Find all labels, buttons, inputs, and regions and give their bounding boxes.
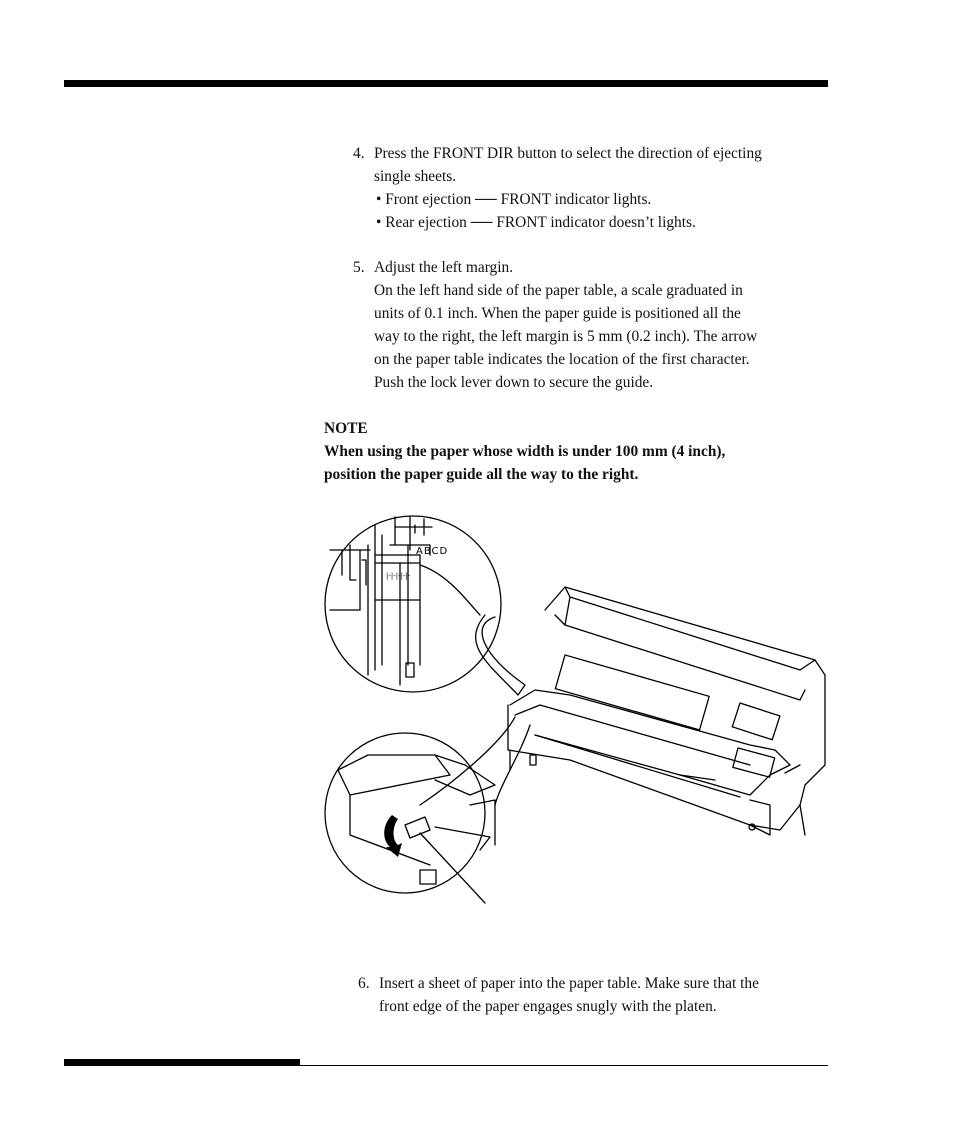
printer-drawing [508, 587, 825, 835]
step4-bullet-rear: • Rear ejection ── FRONT indicator doesn’t lights. [376, 214, 696, 231]
guide-scale-detail [330, 517, 480, 685]
note-line2: position the paper guide all the way to the right. [324, 466, 639, 483]
footer-rule-thin [64, 1065, 828, 1066]
lock-lever-detail [338, 755, 495, 884]
scale-letters: ABCD [416, 546, 449, 557]
step4-bullet-front: • Front ejection ── FRONT indicator lights. [376, 191, 652, 208]
note-line1: When using the paper whose width is under 100 mm (4 inch), [324, 443, 726, 460]
step5-line: On the left hand side of the paper table, a scale graduated in [374, 282, 743, 299]
step5-line: way to the right, the left margin is 5 mm (0.2 inch). The arrow [374, 328, 758, 345]
svg-text:|-|-|-|-|-: |-|-|-|-|- [386, 572, 411, 580]
printer-illustration [320, 505, 832, 905]
step6-line1: 6. Insert a sheet of paper into the paper table. Make sure that the [358, 975, 759, 992]
down-arrow-icon [384, 815, 402, 857]
step6-line2: front edge of the paper engages snugly with the platen. [379, 998, 717, 1015]
step4-line1: 4. Press the FRONT DIR button to select the direction of ejecting [353, 145, 762, 162]
note-heading: NOTE [324, 420, 368, 437]
step5-line: Push the lock lever down to secure the guide. [374, 374, 654, 391]
step5-title: 5. Adjust the left margin. [353, 259, 514, 276]
step5-line: units of 0.1 inch. When the paper guide is positioned all the [374, 305, 741, 322]
step4-line2: single sheets. [374, 168, 457, 185]
step5-line: on the paper table indicates the location of the first character. [374, 351, 750, 368]
header-rule [64, 80, 828, 87]
